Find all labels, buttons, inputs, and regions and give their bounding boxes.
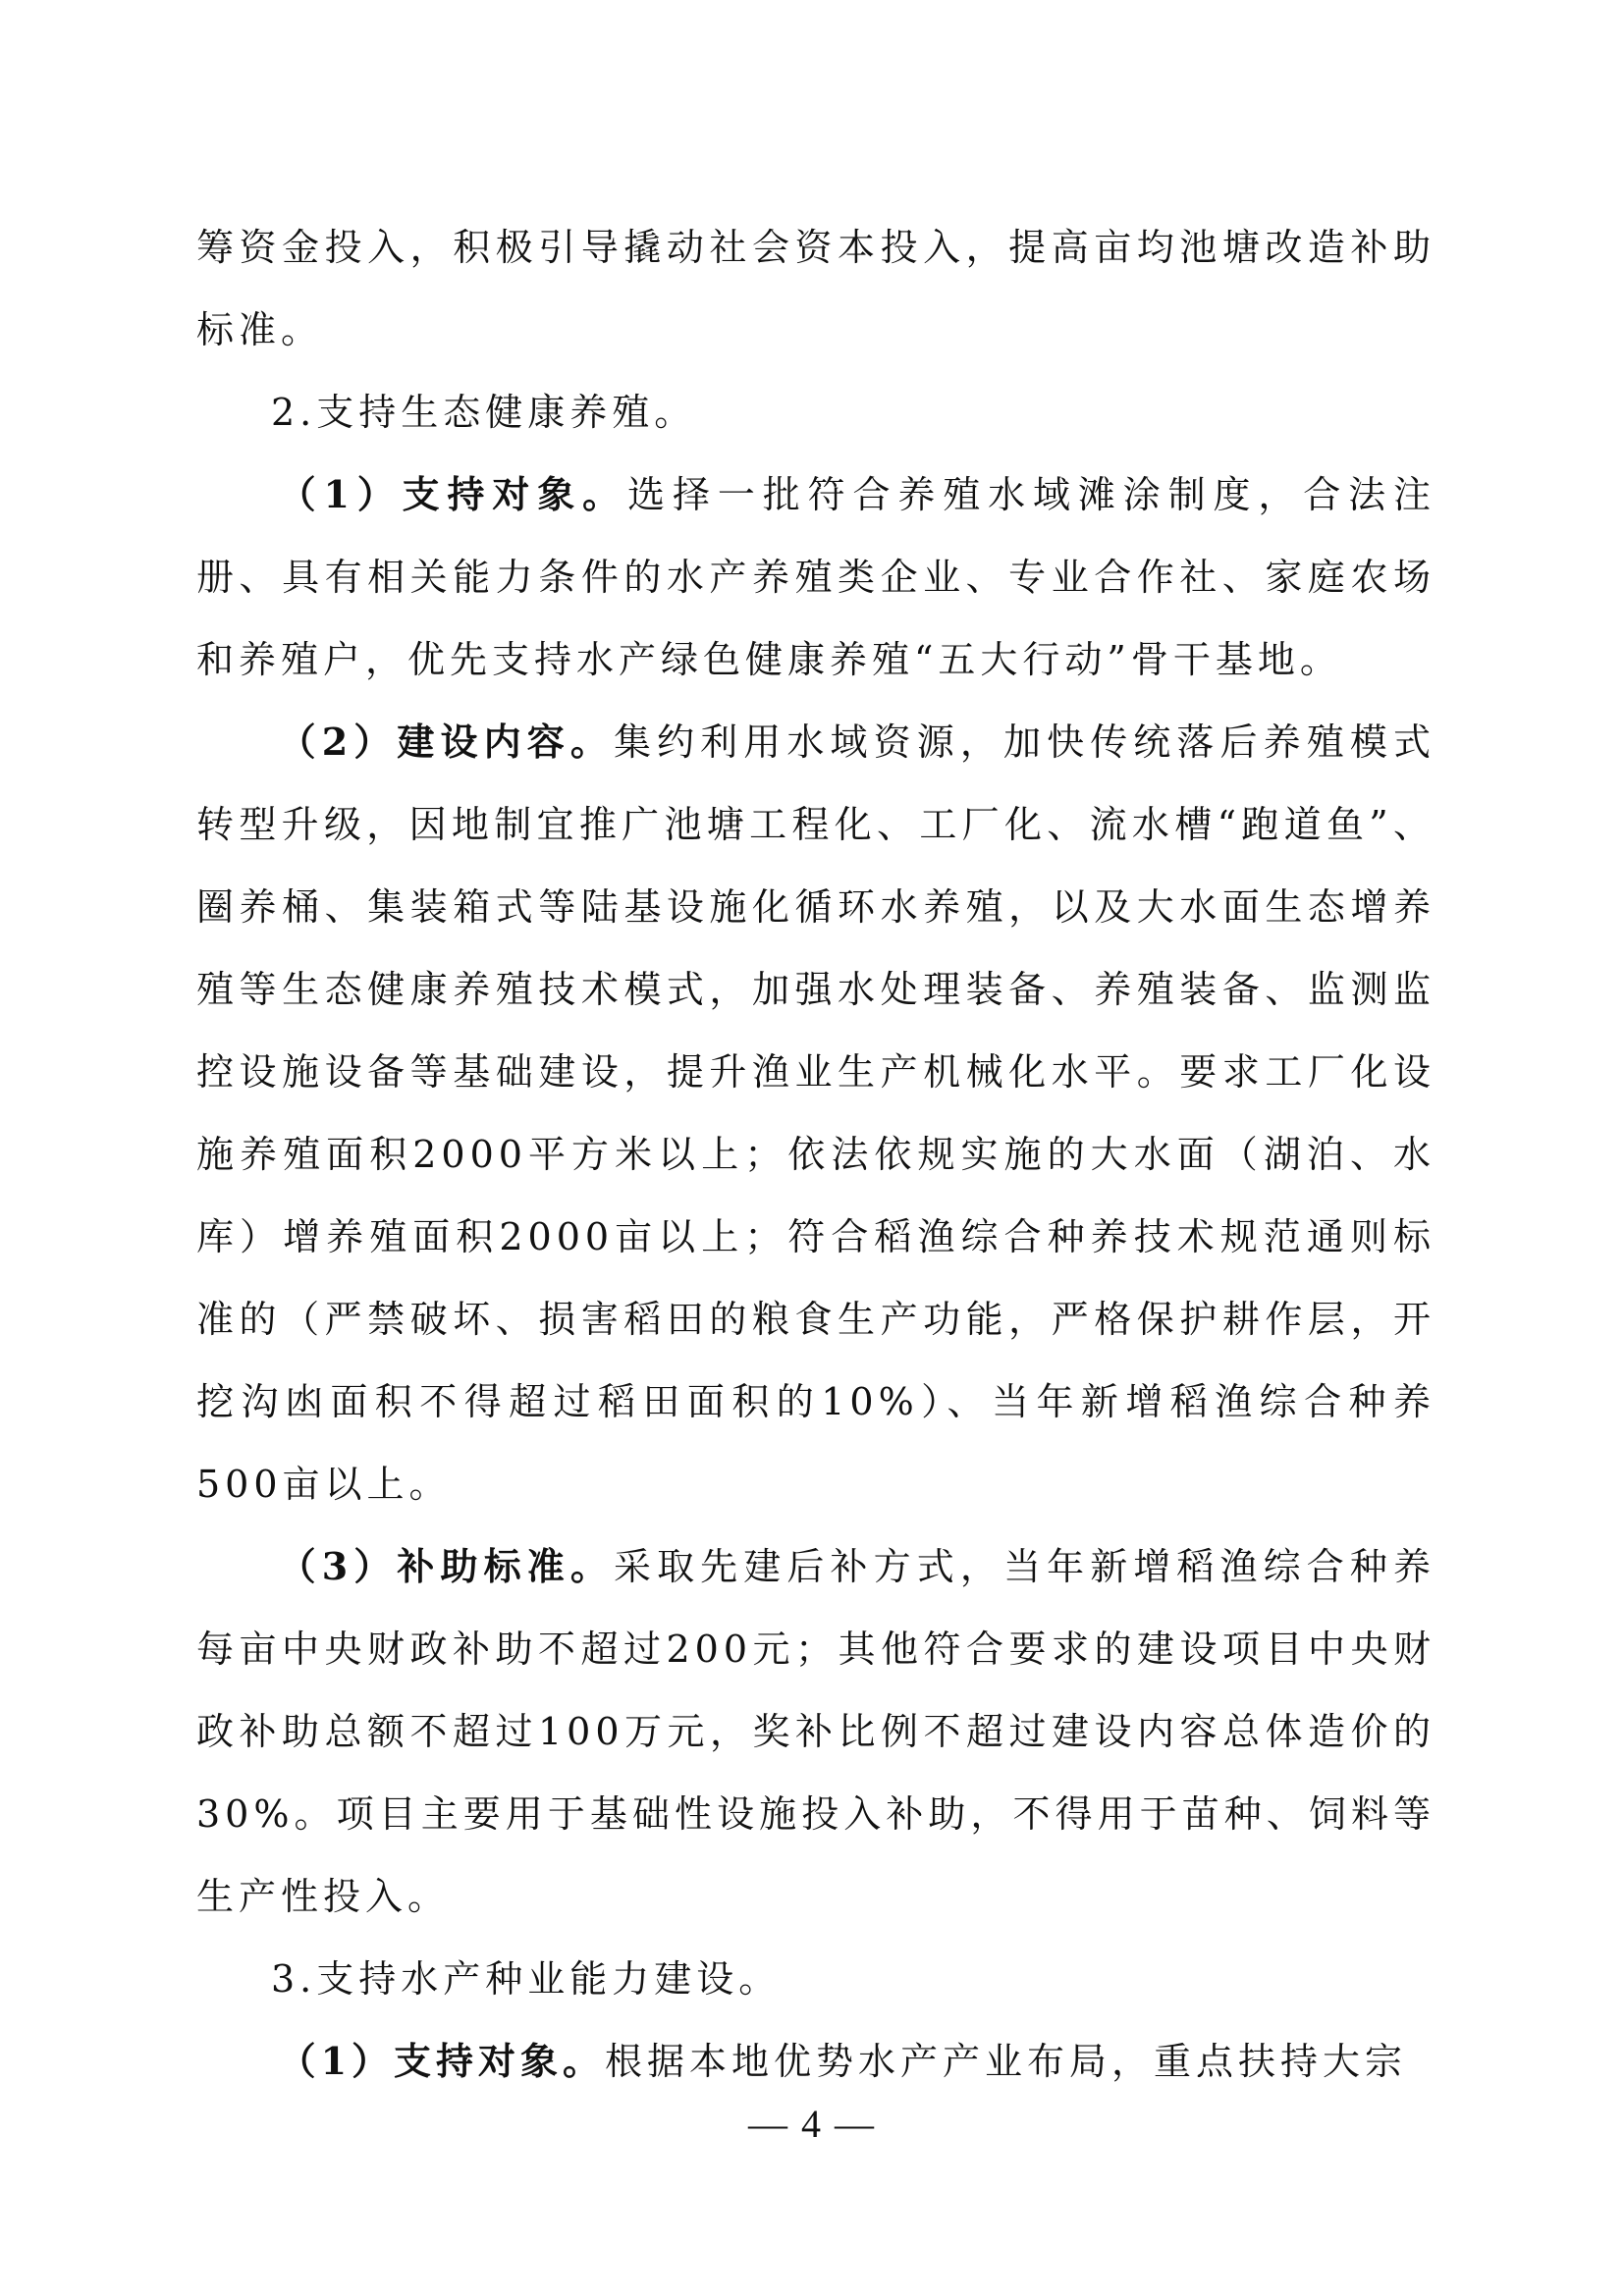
paragraph-funding-continuation xyxy=(196,206,1435,371)
section-heading-text: 3.支持水产种业能力建设。 xyxy=(271,1957,782,2001)
page-number: — 4 — xyxy=(748,2102,876,2146)
paragraph-text: 根据本地优势水产产业布局，重点扶持大宗 xyxy=(605,2040,1408,2083)
document-body xyxy=(196,206,1435,2103)
section-heading-seed-industry xyxy=(196,1938,1435,2020)
paragraph-text: 采取先建后补方式，当年新增稻渔综合种养每亩中央财政补助不超过200元；其他符合要求的建设项目中央财政补助总额不超过100万元，奖补比例不超过建设内容总体造价的30%。项目主要用于基础性设施投入补助，不得用于苗种、饲料等生产性投入。 xyxy=(196,1545,1435,1918)
item-heading: （1）支持对象。 xyxy=(278,472,628,516)
paragraph-text: 选择一批符合养殖水域滩涂制度，合法注册、具有相关能力条件的水产养殖类企业、专业合作社、家庭农场和养殖户，优先支持水产绿色健康养殖“五大行动”骨干基地。 xyxy=(196,473,1435,681)
paragraph-text: 集约利用水域资源，加快传统落后养殖模式转型升级，因地制宜推广池塘工程化、工厂化、流水槽“跑道鱼”、圈养桶、集装箱式等陆基设施化循环水养殖，以及大水面生态增养殖等生态健康养殖技术模式，加强水处理装备、养殖装备、监测监控设施设备等基础建设，提升渔业生产机械化水平。要求工厂化设施养殖面积2000平方米以上；依法依规实施的大水面（湖泊、水库）增养殖面积2000亩以上；符合稻渔综合种养技术规范通则标准的（严禁破坏、损害稻田的粮食生产功能，严格保护耕作层，开挖沟凼面积不得超过稻田面积的10%）、当年新增稻渔综合种养500亩以上。 xyxy=(196,721,1435,1506)
section-heading-text: 2.支持生态健康养殖。 xyxy=(271,391,697,434)
section-heading-ecological-aquaculture xyxy=(196,371,1435,454)
item-heading: （2）建设内容。 xyxy=(278,720,614,764)
item-heading: （1）支持对象。 xyxy=(278,2039,606,2083)
paragraph-support-targets xyxy=(196,454,1435,701)
paragraph-seed-support-targets xyxy=(196,2020,1435,2103)
item-heading: （3）补助标准。 xyxy=(278,1544,614,1588)
paragraph-construction-content xyxy=(196,701,1435,1525)
paragraph-text: 筹资金投入，积极引导撬动社会资本投入，提高亩均池塘改造补助标准。 xyxy=(196,226,1435,351)
paragraph-subsidy-standard xyxy=(196,1525,1435,1938)
